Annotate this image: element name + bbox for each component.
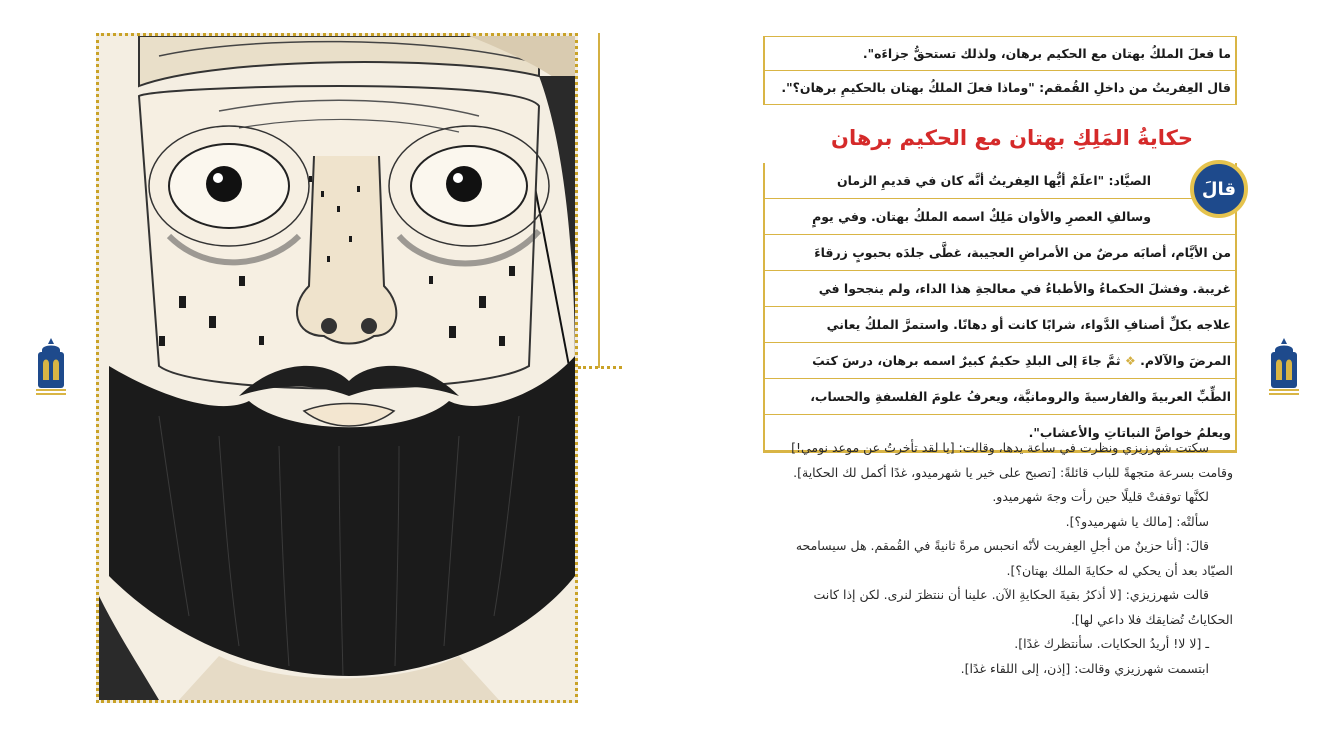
lantern-icon: [1267, 336, 1301, 398]
intro-box: [763, 36, 1237, 105]
illustration-frame: [96, 33, 578, 703]
story-line: الطِّبِّ العربيةَ والفارسيةَ والرومانيَّة، ويعرفُ علومَ الفلسفةِ والحساب،: [765, 379, 1235, 415]
narration-line: وقامت بسرعة متجهةً للباب قائلةً: [تصبح على خير يا شهرميدو، غدًا أكمل لك الحكاية].: [793, 464, 1233, 480]
intro-line: ما فعلَ الملكُ بهتان مع الحكيم برهان، ولذلك تستحقُّ جزاءَه".: [765, 37, 1235, 71]
story-line: الصيَّاد: "اعلَمْ أيُّها العِفريتُ أنَّه كان في قديمِ الزمان: [765, 163, 1235, 199]
narration-line: ـ [لا لا! أريدُ الحكايات. سأنتظرك غدًا].: [1014, 636, 1209, 651]
narration-text: [763, 436, 1233, 681]
story-line: علاجه بكلِّ أصنافِ الدَّواء، شرابًا كانت أو دهانًا. واستمرَّ الملكُ يعاني: [765, 307, 1235, 343]
decorative-horizontal-dots: [578, 366, 622, 372]
lantern-icon: [34, 336, 68, 398]
narration-line: سألتْه: [مالك يا شهرميدو؟].: [1065, 513, 1209, 529]
decorative-vertical-line: [598, 33, 603, 368]
story-title: حكايةُ المَلِكِ بهتان مع الحكيم برهان: [831, 126, 1193, 150]
story-line-part: ثمَّ جاءَ إلى البلدِ حكيمٌ كبيرٌ اسمه برهان، درسَ كتبَ: [812, 353, 1121, 368]
narration-line: سكتت شهرزيزي ونظرت في ساعة يدها، وقالت: [يا لقد تأخرتُ عن موعد نومي!]: [791, 440, 1209, 455]
story-line: وسالفِ العصرِ والأوان مَلِكٌ اسمه الملكُ بهتان. وفي يومٍ: [765, 199, 1235, 235]
bearded-man-illustration: [99, 36, 575, 700]
narration-line: قالت شهرزيزي: [لا أذكرُ بقيةَ الحكايةِ الآن. علينا أن ننتظرَ لنرى. لكن إذا كانت: [813, 587, 1209, 602]
narration-line: قالَ: [أنا حزينٌ من أجلِ العِفريت لأنّه انحبس مرةً ثانيةً في القُمقم. هل سيسامحه: [795, 538, 1209, 553]
qal-badge-label: قالَ: [1201, 178, 1237, 200]
narration-line: الصيّاد بعد أن يحكي له حكايةَ الملك بهتان؟].: [1006, 562, 1233, 578]
narration-line: لكنَّها توقفتْ قليلًا حين رأت وجهَ شهرميدو.: [992, 489, 1209, 504]
story-line: من الأيَّام، أصابَه مرضٌ من الأمراضِ العجيبة، غطَّى جلدَه بحبوبٍ زرقاءَ: [765, 235, 1235, 271]
intro-line: قال العِفريتُ من داخلِ القُمقم: "وماذا فعلَ الملكُ بهتان بالحكيمِ برهان؟".: [765, 71, 1235, 105]
qal-badge: [1190, 160, 1248, 218]
narration-line: الحكاياتُ تُضايقك فلا داعي لها].: [1070, 611, 1233, 627]
narration-line: ابتسمت شهرزيزي وقالت: [إذن، إلى اللقاء غدًا].: [960, 660, 1209, 676]
story-box: [763, 163, 1237, 453]
story-line-with-mark: [765, 343, 1235, 379]
gold-diamond-mark: ❖: [1124, 354, 1136, 368]
story-line-part: المرضَ والآلام.: [1140, 353, 1231, 368]
story-panel: [763, 36, 1237, 453]
story-line: غريبة. وفشلَ الحكماءُ والأطباءُ في معالجةِ هذا الداء، ولم ينجحوا في: [765, 271, 1235, 307]
story-line: ويعلمُ خواصَّ النباتاتِ والأعشاب".: [765, 415, 1235, 451]
